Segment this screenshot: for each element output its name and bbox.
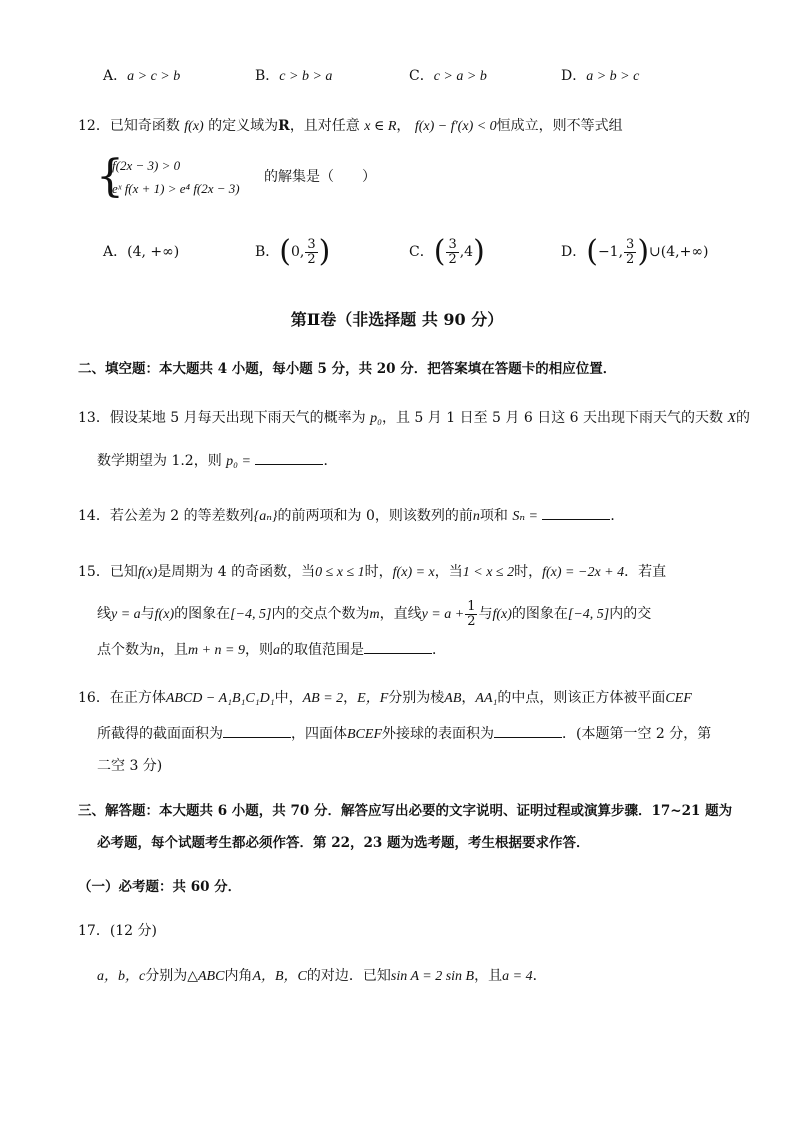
q17-header: 17．(12 分): [78, 923, 158, 939]
subsection-required: （一）必考题：共 60 分．: [78, 879, 242, 895]
part2-title: 第Ⅱ卷（非选择题 共 90 分）: [290, 310, 504, 329]
q14-line: 14．若公差为 2 的等差数列{aₙ}的前两项和为 0，则该数列的前n项和 Sₙ = ．: [78, 508, 625, 524]
q12-option-b: B．(0, $\frac{3}{2}$ ): [255, 234, 331, 269]
q12-system-line1: f(2x − 3) > 0: [112, 158, 181, 173]
q11-option-d: D．a > b > c: [561, 68, 640, 84]
section3-heading-line2: 必考题，每个试题考生都必须作答．第 22，23 题为选考题，考生根据要求作答．: [97, 835, 590, 851]
q16-line2: 所截得的截面面积为 ，四面体BCEF外接球的表面积为 ．(本题第一空 2 分，第: [97, 726, 712, 742]
q12-option-d: D．(−1, $\frac{3}{2}$ )∪(4,+∞): [561, 234, 709, 269]
q16-line3: 二空 3 分): [97, 758, 163, 774]
q12-tail: 的解集是（ ）: [264, 169, 376, 185]
section3-heading-line1: 三、解答题：本大题共 6 小题，共 70 分．解答应写出必要的文字说明、证明过程或演算步骤．17~21 题为: [78, 803, 733, 819]
q12-option-c: C．( $\frac{3}{2}$ ,4): [409, 234, 485, 269]
q16-line1: 16．在正方体ABCD − A₁B₁C₁D₁中，AB = 2，E，F分别为棱AB，AA₁的中点，则该正方体被平面CEF: [78, 690, 692, 706]
q17-stem: a，b，c分别为△ABC内角A，B，C的对边．已知sin A = 2 sin B，且a = 4．: [97, 968, 547, 984]
q12-system-line2: eˣ f(x + 1) > e⁴ f(2x − 3): [112, 181, 240, 196]
q15-line3: 点个数为n，且m + n = 9，则a的取值范围是 ．: [97, 642, 447, 658]
q13-answer-blank[interactable]: [255, 452, 323, 465]
q15-line1: 15．已知f(x)是周期为 4 的奇函数，当0 ≤ x ≤ 1时，f(x) = x，当1 < x ≤ 2时，f(x) = −2x + 4．若直: [78, 564, 667, 580]
q16-answer-blank-2[interactable]: [494, 725, 562, 738]
q15-line2: 线y = a与f(x)的图象在[−4, 5]内的交点个数为m，直线y = a + $\frac{1}{2}$ 与f(x)的图象在[−4, 5]内的交: [97, 598, 652, 629]
q13-line1: 13．假设某地 5 月每天出现下雨天气的概率为 p₀，且 5 月 1 日至 5 月 6 日这 6 天出现下雨天气的天数 X的: [78, 410, 751, 426]
q12-stem: 12．已知奇函数 f(x) 的定义域为R，且对任意 x ∈ R， f(x) − f′(x) < 0恒成立，则不等式组: [78, 118, 623, 134]
q11-option-b: B．c > b > a: [255, 68, 333, 84]
q14-answer-blank[interactable]: [542, 507, 610, 520]
q13-line2: 数学期望为 1.2，则 p₀ = ．: [97, 453, 338, 469]
section2-heading: 二、填空题：本大题共 4 小题，每小题 5 分，共 20 分．把答案填在答题卡的相应位置．: [78, 361, 617, 377]
q11-option-c: C．c > a > b: [409, 68, 487, 84]
q11-option-a: A．a > c > b: [103, 68, 181, 84]
q15-answer-blank[interactable]: [364, 641, 432, 654]
q12-system-brace: {: [96, 151, 124, 202]
q12-option-a: A．(4, +∞): [103, 244, 180, 260]
q16-answer-blank-1[interactable]: [223, 725, 291, 738]
